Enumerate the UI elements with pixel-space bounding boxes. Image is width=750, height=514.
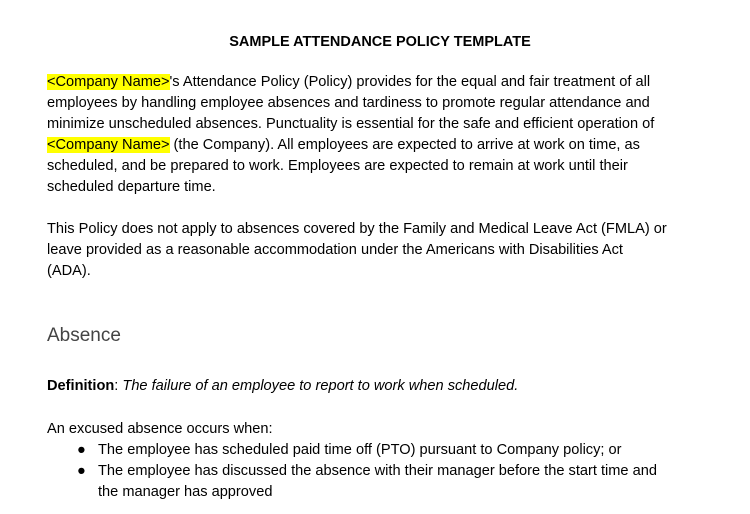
excused-absence-intro: An excused absence occurs when: — [47, 421, 273, 437]
intro-line-3: minimize unscheduled absences. Punctuality is essential for the safe and efficient operation of — [47, 116, 655, 132]
list-item-text: The employee has discussed the absence with their manager before the start time and — [98, 463, 657, 479]
definition-text: The failure of an employee to report to work when scheduled. — [122, 378, 519, 394]
excused-absence-list — [0, 440, 750, 503]
company-name-placeholder: <Company Name> — [47, 137, 170, 153]
scope-line-2: leave provided as a reasonable accommodation under the Americans with Disabilities Act — [47, 242, 623, 258]
list-item-text-continued: the manager has approved — [98, 484, 273, 500]
list-item — [0, 440, 750, 461]
intro-paragraph — [47, 72, 727, 198]
document-title: SAMPLE ATTENDANCE POLICY TEMPLATE — [229, 34, 531, 50]
scope-line-3: (ADA). — [47, 263, 91, 279]
definition-label: Definition — [47, 378, 115, 394]
bullet-icon: ● — [77, 463, 86, 479]
bullet-icon: ● — [77, 442, 86, 458]
intro-line-1-text: 's Attendance Policy (Policy) provides for the equal and fair treatment of all — [169, 74, 651, 90]
intro-line-6: scheduled departure time. — [47, 179, 216, 195]
intro-line-2: employees by handling employee absences and tardiness to promote regular attendance and — [47, 95, 650, 111]
section-heading-absence: Absence — [47, 325, 121, 346]
scope-paragraph — [47, 219, 727, 282]
intro-line-4 — [47, 135, 727, 156]
list-item-text: The employee has scheduled paid time off (PTO) pursuant to Company policy; or — [98, 442, 622, 458]
intro-line-4-text: (the Company). All employees are expected to arrive at work on time, as — [169, 137, 640, 153]
list-item — [0, 461, 750, 503]
company-name-placeholder: <Company Name> — [47, 74, 170, 90]
intro-line-1 — [47, 72, 727, 93]
scope-line-1: This Policy does not apply to absences covered by the Family and Medical Leave Act (FMLA) or — [47, 221, 667, 237]
definition-line — [47, 376, 518, 397]
intro-line-5: scheduled, and be prepared to work. Employees are expected to remain at work until their — [47, 158, 628, 174]
definition-separator: : — [114, 378, 123, 394]
